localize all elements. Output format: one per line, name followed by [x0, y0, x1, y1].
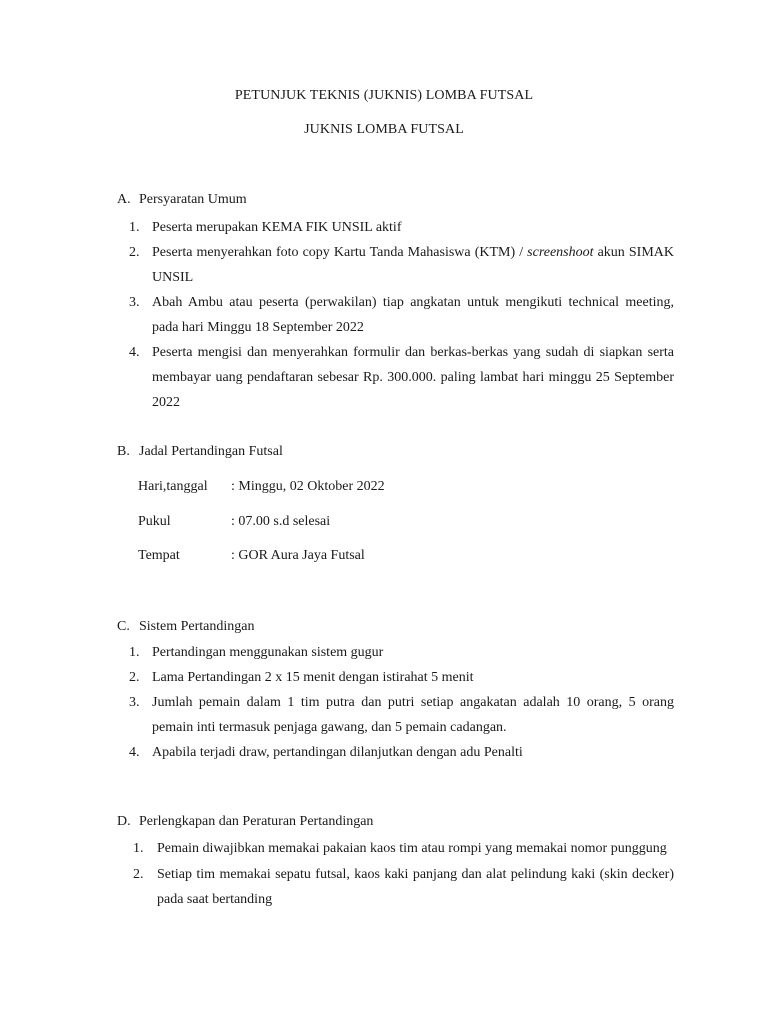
list-item: 4. Peserta mengisi dan menyerahkan formulir dan berkas-berkas yang sudah di siapkan serta membayar uang pendaftaran sebesar Rp. 300.000. paling lambat hari minggu 25 September 2022	[129, 345, 674, 410]
section-c-list	[117, 640, 674, 765]
section-d-title: Perlengkapan dan Peraturan Pertandingan	[139, 814, 374, 829]
list-item: 3. Jumlah pemain dalam 1 tim putra dan putri setiap angakatan adalah 10 orang, 5 orang pemain inti termasuk penjaga gawang, dan 5 pemain cadangan.	[129, 695, 674, 735]
section-c-title: Sistem Pertandingan	[139, 619, 255, 634]
section-b-title: Jadal Pertandingan Futsal	[139, 444, 283, 459]
document-title: PETUNJUK TEKNIS (JUKNIS) LOMBA FUTSAL	[234, 88, 534, 103]
document-subtitle: JUKNIS LOMBA FUTSAL	[304, 122, 464, 137]
section-b-heading	[117, 444, 283, 460]
section-a-list	[117, 215, 674, 415]
section-a-letter: A.	[117, 192, 131, 207]
list-item: 3. Abah Ambu atau peserta (perwakilan) tiap angkatan untuk mengikuti technical meeting, pada hari Minggu 18 September 2022	[129, 295, 674, 335]
section-d-letter: D.	[117, 814, 131, 829]
schedule-row-date: Hari,tanggal : Minggu, 02 Oktober 2022	[138, 479, 385, 494]
list-item: 2. Lama Pertandingan 2 x 15 menit dengan istirahat 5 menit	[129, 670, 474, 685]
section-b-letter: B.	[117, 444, 130, 459]
list-item: 4. Apabila terjadi draw, pertandingan dilanjutkan dengan adu Penalti	[129, 745, 523, 760]
list-item: 1. Pertandingan menggunakan sistem gugur	[129, 645, 384, 660]
schedule-row-place: Tempat : GOR Aura Jaya Futsal	[138, 548, 365, 563]
section-a-heading	[117, 192, 247, 208]
section-d-list	[117, 836, 674, 912]
section-c-heading	[117, 619, 255, 635]
section-a-title: Persyaratan Umum	[139, 192, 247, 207]
section-c-letter: C.	[117, 619, 130, 634]
list-item: 2. Setiap tim memakai sepatu futsal, kaos kaki panjang dan alat pelindung kaki (skin decker) pada saat bertanding	[133, 867, 674, 907]
list-item: 1. Peserta merupakan KEMA FIK UNSIL aktif	[129, 220, 402, 235]
list-item: 2. Peserta menyerahkan foto copy Kartu Tanda Mahasiswa (KTM) / screenshoot akun SIMAK UNSIL	[129, 245, 674, 285]
section-d-heading	[117, 814, 373, 830]
list-item: 1. Pemain diwajibkan memakai pakaian kaos tim atau rompi yang memakai nomor punggung	[133, 841, 667, 856]
schedule-row-time: Pukul : 07.00 s.d selesai	[138, 514, 331, 529]
